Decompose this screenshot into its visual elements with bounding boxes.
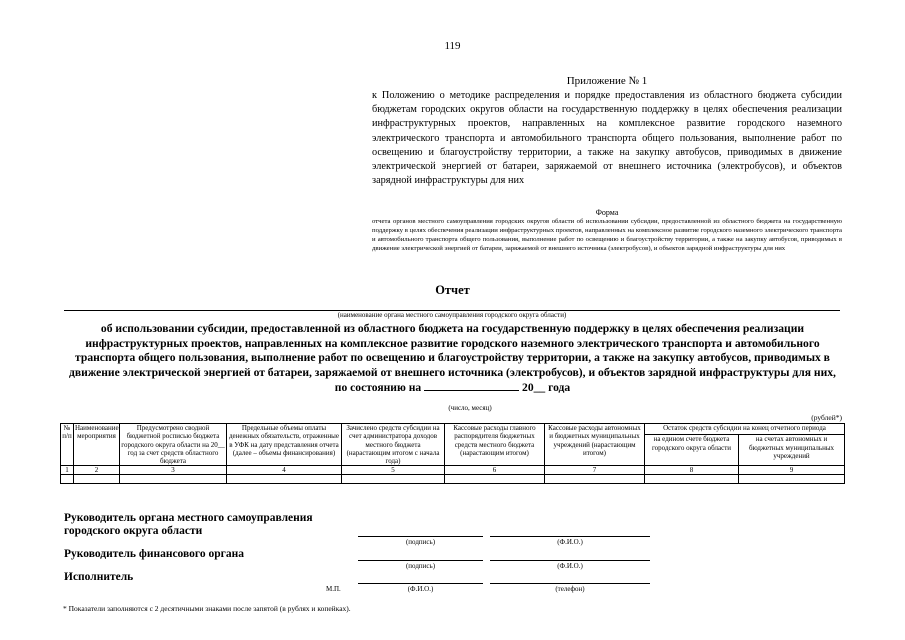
- column-number: 2: [74, 466, 120, 475]
- executor-phone-line: [490, 583, 650, 584]
- date-caption: (число, месяц): [448, 404, 492, 412]
- table-cell: [120, 475, 227, 484]
- column-number: 7: [545, 466, 645, 475]
- col-header-limits: Предельные объемы оплаты денежных обязательств, отраженные в УФК на дату представления отчета (далее – объемы финансирования): [227, 424, 342, 466]
- appendix-title: Приложение № 1: [566, 75, 648, 87]
- head-finance-fio-line: [490, 560, 650, 561]
- stamp-mark: М.П.: [326, 585, 341, 593]
- col-header-planned: Предусмотрено сводной бюджетной росписью бюджета городского округа области на 20__ год за счет средств областного бюджета: [121, 424, 225, 466]
- org-name-caption: (наименование органа местного самоуправления городского округа области): [337, 311, 567, 319]
- column-number: 1: [61, 466, 74, 475]
- table-cell: [74, 475, 120, 484]
- head-local-fio-caption: (Ф.И.О.): [557, 538, 583, 546]
- table-cell: [61, 475, 74, 484]
- table-row: [61, 475, 845, 484]
- column-number: 4: [227, 466, 342, 475]
- head-local-label-2: городского округа области: [64, 525, 203, 537]
- table-cell: [342, 475, 445, 484]
- head-local-fio-line: [490, 536, 650, 537]
- col-header-cash-institutions: Кассовые расходы автономных и бюджетных муниципальных учреждений (нарастающим итогом): [545, 424, 645, 466]
- as-of-prefix: по состоянию на: [334, 381, 422, 395]
- appendix-text: к Положению о методике распределения и порядке предоставления из областного бюджета субсидии бюджетам городских округов области на государственную поддержку в целях обеспечения реализации инфраструктурных проектов, направленных на комплексное развитие городского наземного электрического транспорта и автомобильного транспорта общего пользования, выполнение работ по освещению и благоустройству территории, а также на закупку автобусов, приводимых в движение электрической энергией от батареи, заряжаемой от внешнего источника (электробусов), и объектов зарядной инфраструктуры для них: [372, 90, 842, 187]
- col-header-remainder-institutions: на счетах автономных и бюджетных муниципальных учреждений: [739, 435, 845, 466]
- column-number: 8: [645, 466, 739, 475]
- head-local-label-1: Руководитель органа местного самоуправления: [64, 512, 313, 524]
- executor-fio-line: [358, 583, 483, 584]
- table-cell: [445, 475, 545, 484]
- column-number: 5: [342, 466, 445, 475]
- head-finance-signature-caption: (подпись): [405, 562, 436, 570]
- column-numbers-row: [61, 466, 845, 475]
- table-cell: [739, 475, 845, 484]
- form-title: Форма: [595, 208, 619, 217]
- form-description: отчета органов местного самоуправления городских округов области об использовании субсидии, предоставленной из областного бюджета на государственную поддержку в целях обеспечения реализации инфраструктурных проектов, направленных на комплексное развитие городского наземного электрического транспорта и автомобильного транспорта общего пользования, выполнение работ по освещению и благоустройству территории, а также на закупку автобусов, приводимых в движение электрической энергией от батареи, заряжаемой от внешнего источника (электробусов), и объектов зарядной инфраструктуры для них: [372, 218, 842, 252]
- executor-fio-caption: (Ф.И.О.): [407, 585, 434, 593]
- col-header-credited: Зачислено средств субсидии на счет администратора доходов местного бюджета (нарастающим итогом с начала года): [342, 424, 445, 466]
- report-body: [62, 322, 843, 396]
- col-header-cash-main: Кассовые расходы главного распорядителя бюджетных средств местного бюджета (нарастающим итогом): [445, 424, 545, 466]
- as-of-year: 20__ года: [522, 381, 571, 395]
- table-cell: [545, 475, 645, 484]
- head-finance-fio-caption: (Ф.И.О.): [557, 562, 583, 570]
- col-header-measure: Наименование мероприятия: [74, 424, 120, 466]
- report-body-text: об использовании субсидии, предоставленной из областного бюджета на государственную поддержку в целях обеспечения реализации инфраструктурных проектов, направленных на комплексное развитие городского наземного электрического транспорта и автомобильного транспорта общего пользования, выполнение работ по освещению и благоустройству территории, а также на закупку автобусов, приводимых в движение электрической энергией от батареи, заряжаемой от внешнего источника (электробусов), и объектов зарядной инфраструктуры для них,: [69, 322, 836, 379]
- head-local-signature-caption: (подпись): [405, 538, 436, 546]
- report-table: [60, 423, 845, 484]
- report-title: Отчет: [435, 283, 470, 297]
- footnote: * Показатели заполняются с 2 десятичными знаками после запятой (в рублях и копейках).: [63, 604, 351, 613]
- head-local-signature-line: [358, 536, 483, 537]
- head-finance-signature-line: [358, 560, 483, 561]
- currency-note: (рублей*): [811, 413, 842, 422]
- executor-phone-caption: (телефон): [555, 585, 585, 593]
- col-header-remainder-budget: на едином счете бюджета городского округа области: [645, 435, 739, 466]
- column-number: 9: [739, 466, 845, 475]
- column-number: 3: [120, 466, 227, 475]
- page-number: 119: [444, 40, 461, 52]
- table-cell: [227, 475, 342, 484]
- head-finance-label: Руководитель финансового органа: [64, 548, 244, 560]
- date-blank-line: [424, 380, 519, 391]
- executor-label: Исполнитель: [64, 571, 134, 583]
- column-number: 6: [445, 466, 545, 475]
- table-cell: [645, 475, 739, 484]
- col-header-number: № п/п: [61, 424, 74, 466]
- col-header-remainder-group: Остаток средств субсидии на конец отчетного периода: [645, 424, 845, 435]
